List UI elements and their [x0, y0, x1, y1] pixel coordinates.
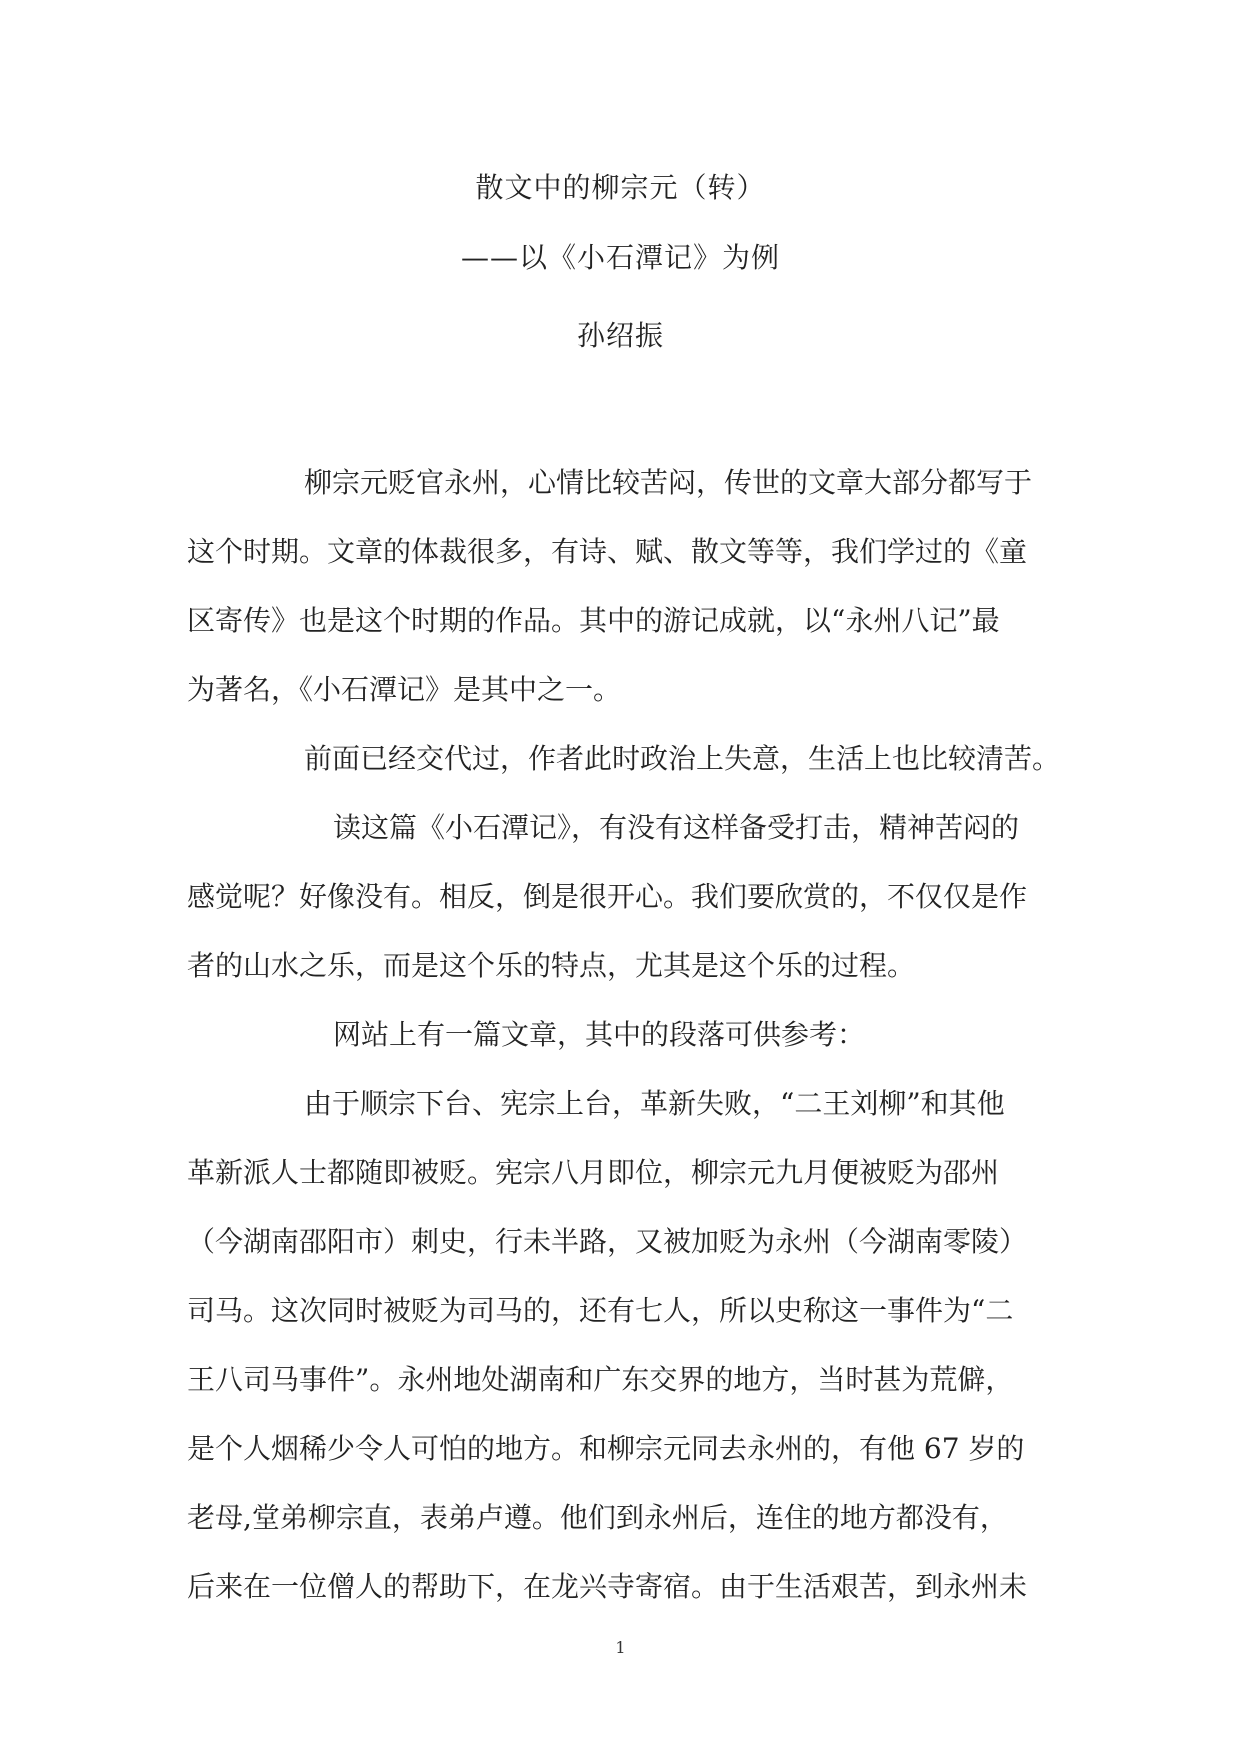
text-line: 司马。这次同时被贬为司马的，还有七人，所以史称这一事件为“二: [187, 1294, 1014, 1327]
text-line: （今湖南邵阳市）刺史，行未半路，又被加贬为永州（今湖南零陵）: [187, 1225, 1028, 1258]
text-line: 区寄传》也是这个时期的作品。其中的游记成就，以“永州八记”最: [187, 604, 1000, 637]
text-line: 柳宗元贬官永州，心情比较苦闷，传世的文章大部分都写于: [304, 466, 1033, 499]
text-line: 读这篇《小石潭记》，有没有这样备受打击，精神苦闷的: [333, 811, 1020, 844]
text-line: 网站上有一篇文章，其中的段落可供参考：: [333, 1018, 866, 1051]
document-author: 孙绍振: [576, 319, 664, 352]
text-line: 由于顺宗下台、宪宗上台，革新失败，“二王刘柳”和其他: [304, 1087, 1005, 1120]
page-number: 1: [615, 1638, 626, 1657]
text-line: 者的山水之乐，而是这个乐的特点，尤其是这个乐的过程。: [187, 949, 916, 982]
text-line: 革新派人士都随即被贬。宪宗八月即位，柳宗元九月便被贬为邵州: [187, 1156, 1000, 1189]
text-line: 老母,堂弟柳宗直，表弟卢遵。他们到永州后，连住的地方都没有，: [187, 1501, 1008, 1534]
text-line: 后来在一位僧人的帮助下，在龙兴寺寄宿。由于生活艰苦，到永州未: [187, 1570, 1028, 1603]
text-line: 感觉呢？好像没有。相反，倒是很开心。我们要欣赏的，不仅仅是作: [187, 880, 1028, 913]
text-line: 是个人烟稀少令人可怕的地方。和柳宗元同去永州的，有他 67 岁的: [187, 1432, 1025, 1465]
text-line: 为著名，《小石潭记》是其中之一。: [187, 673, 622, 706]
document-body: [187, 448, 1067, 1621]
text-line: 这个时期。文章的体裁很多，有诗、赋、散文等等，我们学过的《童: [187, 535, 1028, 568]
text-line: 前面已经交代过，作者此时政治上失意，生活上也比较清苦。: [304, 742, 1061, 775]
document-title: 散文中的柳宗元（转）: [475, 171, 766, 204]
document-subtitle: ——以《小石潭记》为例: [460, 241, 780, 274]
text-line: 王八司马事件”。永州地处湖南和广东交界的地方，当时甚为荒僻，: [187, 1363, 1014, 1396]
